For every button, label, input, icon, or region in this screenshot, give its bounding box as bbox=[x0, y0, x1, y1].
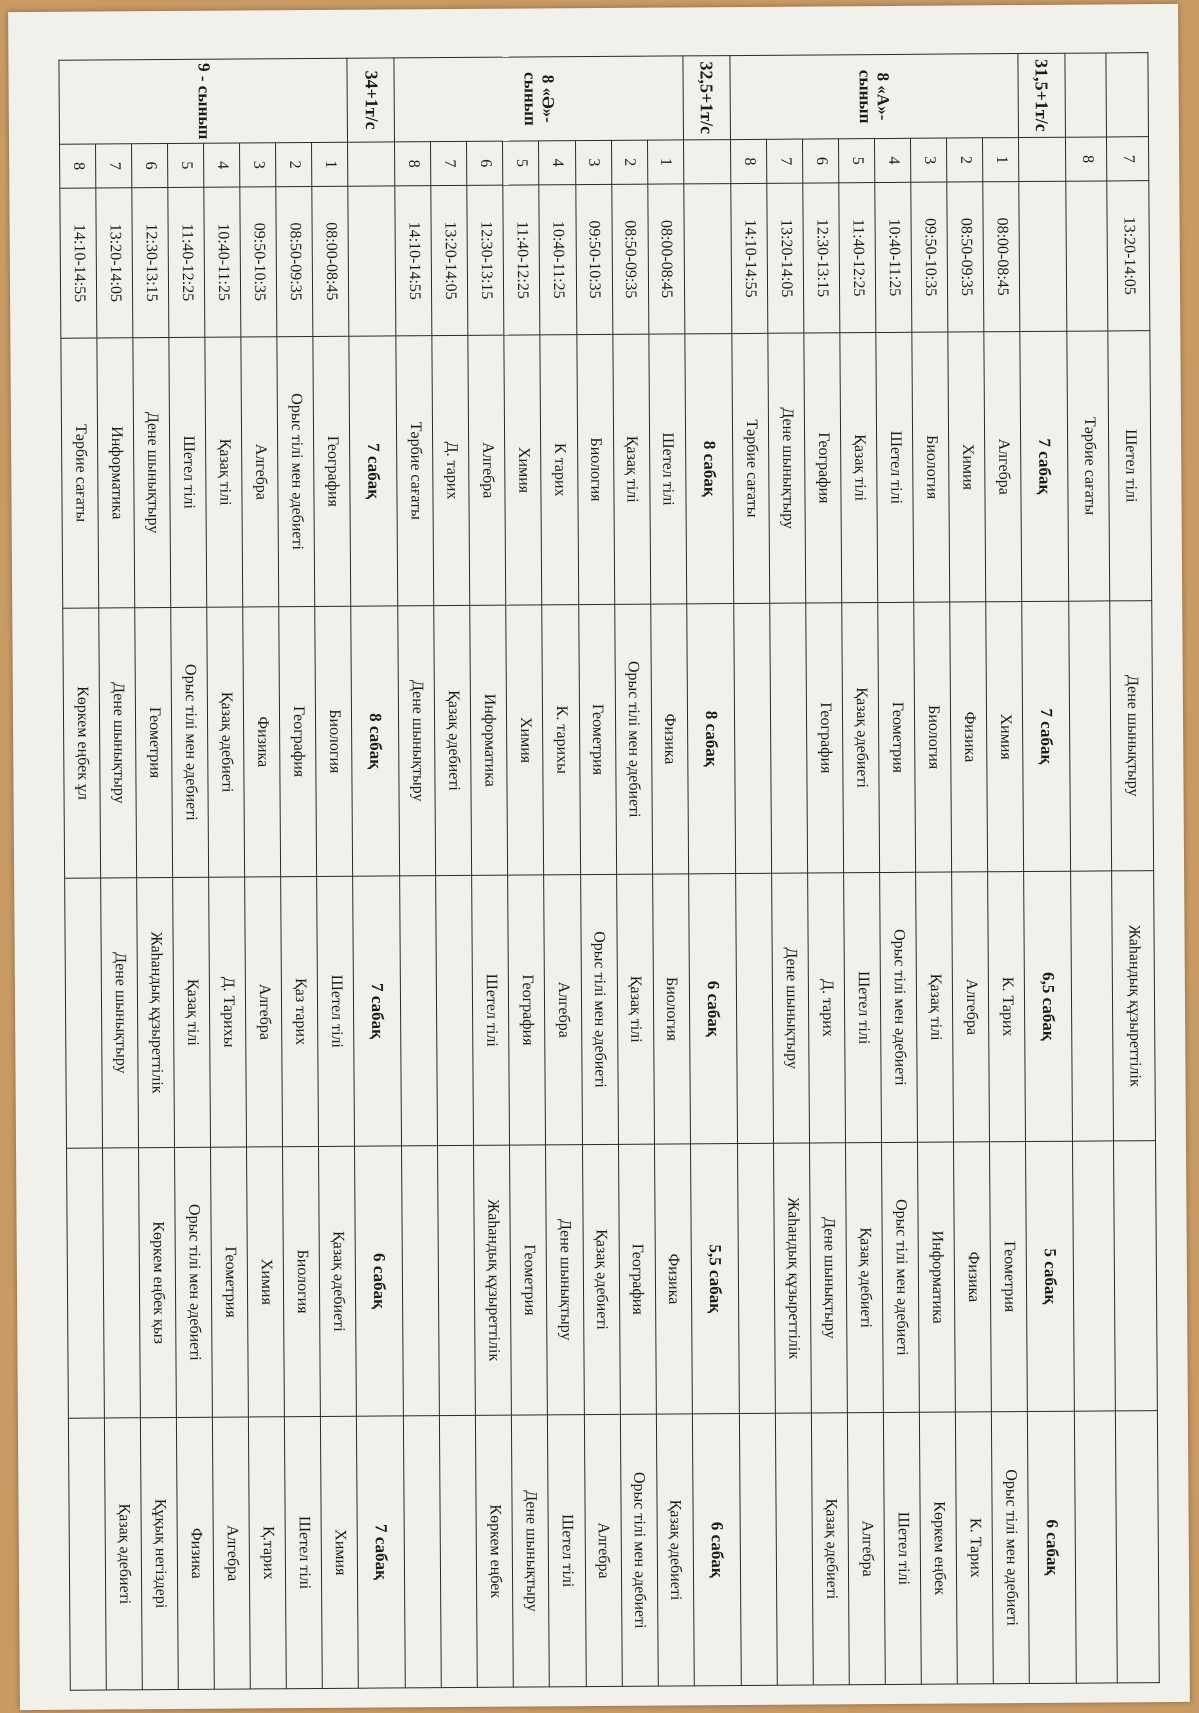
lesson-time: 10:40-11:25 bbox=[539, 185, 576, 335]
lesson-fri: Құқық негіздері bbox=[141, 1417, 179, 1689]
lesson-thu bbox=[103, 1148, 141, 1418]
lessons-count-wed: 6,5 сабақ bbox=[1023, 871, 1072, 1141]
lesson-tue: К. тарихы bbox=[542, 605, 580, 875]
lesson-mon: Шетел тілі bbox=[648, 334, 686, 604]
lesson-number: 2 bbox=[946, 138, 982, 182]
lesson-wed: Д. тарих bbox=[807, 873, 845, 1143]
lesson-mon: Қазақ тілі bbox=[612, 334, 650, 604]
lessons-count-tue: 8 сабақ bbox=[686, 604, 735, 874]
lesson-wed bbox=[400, 876, 438, 1146]
timetable bbox=[58, 52, 1159, 1691]
lesson-thu: Қазақ әдебиеті bbox=[319, 1146, 357, 1416]
lesson-fri: Алгебра bbox=[213, 1417, 251, 1689]
lesson-fri: Қазақ әдебиеті bbox=[811, 1413, 849, 1685]
lesson-number: 7 bbox=[1107, 137, 1149, 181]
lesson-mon: Қазақ тілі bbox=[205, 337, 243, 607]
empty-cell bbox=[1019, 181, 1067, 331]
lesson-number: 7 bbox=[766, 139, 802, 183]
lesson-mon: Биология bbox=[576, 334, 614, 604]
lesson-number: 8 bbox=[730, 139, 766, 183]
lesson-number: 4 bbox=[204, 143, 240, 187]
lesson-fri: Шетел тілі bbox=[548, 1415, 586, 1687]
lesson-number: 8 bbox=[60, 144, 97, 188]
lesson-wed: К. Тарих bbox=[987, 872, 1025, 1142]
lesson-wed: Алгебра bbox=[951, 872, 989, 1142]
lesson-number: 3 bbox=[575, 140, 611, 184]
lessons-count-thu: 5 сабақ bbox=[1025, 1141, 1074, 1411]
lesson-tue: География bbox=[279, 606, 317, 876]
lesson-fri: Химия bbox=[321, 1416, 359, 1688]
lesson-number: 1 bbox=[312, 142, 348, 186]
class-name: 8 «А»- сынып bbox=[730, 54, 1019, 140]
lessons-count-fri: 7 сабақ bbox=[357, 1416, 406, 1688]
lesson-time: 08:50-09:35 bbox=[276, 186, 313, 336]
lesson-mon: Шетел тілі bbox=[876, 332, 914, 602]
lesson-thu bbox=[67, 1148, 105, 1418]
lessons-count-mon: 7 сабақ bbox=[349, 336, 398, 606]
lesson-fri bbox=[440, 1415, 478, 1687]
lessons-count-thu: 6 сабақ bbox=[355, 1146, 404, 1416]
class-label-cell bbox=[1106, 53, 1148, 137]
lesson-mon: Тәрбие сағаты bbox=[732, 333, 770, 603]
lesson-mon: Тәрбие сағаты bbox=[396, 336, 434, 606]
class-hours-total: 31,5+1т/с bbox=[1018, 53, 1066, 137]
lesson-tue: Химия bbox=[506, 605, 544, 875]
class-hours-total: 32,5+1т/с bbox=[682, 56, 730, 140]
class-name: 9 - сынып bbox=[59, 58, 348, 144]
lesson-tue: Физика bbox=[650, 604, 688, 874]
lesson-thu: Физика bbox=[953, 1142, 991, 1412]
lesson-mon: Орыс тілі мен әдебиеті bbox=[277, 336, 315, 606]
lesson-tue: Информатика bbox=[470, 605, 508, 875]
lesson-time: 12:30-13:15 bbox=[132, 187, 169, 337]
lesson-time: 14:10-14:55 bbox=[395, 186, 432, 336]
lesson-fri bbox=[1074, 1411, 1117, 1683]
lesson-mon: Информатика bbox=[97, 338, 135, 608]
lesson-number: 1 bbox=[982, 138, 1018, 182]
lesson-time: 14:10-14:55 bbox=[730, 183, 767, 333]
lesson-tue: Геометрия bbox=[578, 604, 616, 874]
lesson-thu bbox=[737, 1143, 775, 1413]
lesson-thu: Химия bbox=[247, 1147, 285, 1417]
lessons-count-thu: 5,5 сабақ bbox=[690, 1144, 739, 1414]
lessons-count-fri: 6 сабақ bbox=[1027, 1411, 1076, 1683]
lesson-wed: Дене шынықтыру bbox=[771, 873, 809, 1143]
empty-cell bbox=[683, 140, 730, 184]
lesson-wed: Шетел тілі bbox=[317, 876, 355, 1146]
lesson-time: 10:40-11:25 bbox=[204, 187, 241, 337]
lessons-count-fri: 6 сабақ bbox=[692, 1414, 741, 1686]
paper-sheet bbox=[8, 4, 1190, 1710]
lessons-count-mon: 7 сабақ bbox=[1020, 331, 1069, 601]
lesson-time: 11:40-12:25 bbox=[839, 183, 876, 333]
lesson-time: 11:40-12:25 bbox=[503, 185, 540, 335]
lesson-number: 6 bbox=[467, 141, 503, 185]
lesson-thu: Физика bbox=[654, 1144, 692, 1414]
lesson-fri bbox=[1116, 1411, 1159, 1683]
lesson-mon: Шетел тілі bbox=[169, 337, 207, 607]
lesson-thu bbox=[1072, 1141, 1115, 1411]
lesson-number: 4 bbox=[874, 138, 910, 182]
lesson-mon: География bbox=[313, 336, 351, 606]
lesson-number: 3 bbox=[240, 143, 276, 187]
lesson-number: 3 bbox=[910, 138, 946, 182]
lesson-tue: Орыс тілі мен әдебиеті bbox=[171, 607, 209, 877]
lesson-thu: Дене шынықтыру bbox=[546, 1145, 584, 1415]
lesson-time: 08:00-08:45 bbox=[647, 184, 684, 334]
lesson-tue: Қазақ әдебиеті bbox=[841, 603, 879, 873]
lesson-fri: Физика bbox=[177, 1417, 215, 1689]
lesson-tue: Геометрия bbox=[877, 602, 915, 872]
lesson-time: 13:20-14:05 bbox=[1107, 181, 1150, 331]
lesson-time: 14:10-14:55 bbox=[60, 188, 97, 338]
lesson-fri: Дене шынықтыру bbox=[512, 1415, 550, 1687]
lesson-wed bbox=[436, 875, 474, 1145]
lesson-number: 8 bbox=[395, 142, 431, 186]
lesson-thu: Орыс тілі мен әдебиеті bbox=[881, 1142, 919, 1412]
lesson-tue: Физика bbox=[243, 607, 281, 877]
lesson-wed: Шетел тілі bbox=[472, 875, 510, 1145]
lesson-mon: Шетел тілі bbox=[1108, 331, 1151, 601]
lesson-thu: Жаһандық құзыреттілік bbox=[474, 1145, 512, 1415]
lesson-wed: Алгебра bbox=[245, 877, 283, 1147]
empty-cell bbox=[348, 186, 396, 336]
lesson-tue bbox=[769, 603, 807, 873]
lesson-number: 5 bbox=[503, 141, 539, 185]
lesson-time: 11:40-12:25 bbox=[168, 187, 205, 337]
lesson-time: 08:00-08:45 bbox=[312, 186, 349, 336]
lesson-fri: Қазақ әдебиеті bbox=[656, 1414, 694, 1686]
lesson-number: 6 bbox=[132, 143, 168, 187]
lesson-mon: Биология bbox=[912, 332, 950, 602]
lesson-time: 09:50-10:35 bbox=[575, 184, 612, 334]
lesson-mon: Дене шынықтыру bbox=[133, 337, 171, 607]
lesson-mon: Алгебра bbox=[241, 337, 279, 607]
lesson-fri: Қ.тарих bbox=[249, 1417, 287, 1689]
lesson-number: 7 bbox=[431, 141, 467, 185]
lesson-mon: Алгебра bbox=[468, 335, 506, 605]
class-name: 8 «Ә»- сынып bbox=[394, 56, 683, 142]
lesson-tue: Биология bbox=[913, 602, 951, 872]
lesson-number: 6 bbox=[802, 139, 838, 183]
lesson-fri bbox=[775, 1413, 813, 1685]
lesson-thu: Геометрия bbox=[211, 1147, 249, 1417]
lesson-wed: Жаһандық құзыреттілік bbox=[137, 877, 175, 1147]
empty-cell bbox=[1018, 137, 1065, 181]
lesson-tue: Геометрия bbox=[135, 607, 173, 877]
lesson-mon: Д. тарих bbox=[432, 335, 470, 605]
lesson-fri: Шетел тілі bbox=[285, 1416, 323, 1688]
lesson-time: 13:20-14:05 bbox=[96, 188, 133, 338]
lesson-time bbox=[1066, 181, 1109, 331]
lesson-tue: Химия bbox=[985, 602, 1023, 872]
lesson-number: 7 bbox=[96, 144, 132, 188]
lesson-wed: Қаз тарих bbox=[281, 876, 319, 1146]
lesson-time: 08:50-09:35 bbox=[611, 184, 648, 334]
lesson-fri: Алгебра bbox=[847, 1413, 885, 1685]
lesson-time: 12:30-13:15 bbox=[467, 185, 504, 335]
lesson-thu: Көркем еңбек қыз bbox=[139, 1147, 177, 1417]
lesson-mon: Дене шынықтыру bbox=[768, 333, 806, 603]
lesson-tue: Биология bbox=[315, 606, 353, 876]
lesson-mon: Тәрбие сағаты bbox=[61, 338, 99, 608]
lesson-fri: Көркем еңбек bbox=[919, 1412, 957, 1684]
empty-cell bbox=[683, 184, 731, 334]
lesson-thu: Орыс тілі мен әдебиеті bbox=[175, 1147, 213, 1417]
lesson-wed: Қазақ тілі bbox=[173, 877, 211, 1147]
lesson-fri: Шетел тілі bbox=[883, 1412, 921, 1684]
lesson-thu bbox=[402, 1146, 440, 1416]
lesson-thu: Жаһандық құзыреттілік bbox=[773, 1143, 811, 1413]
lesson-wed bbox=[65, 878, 103, 1148]
lesson-number: 4 bbox=[539, 141, 575, 185]
lesson-thu: Информатика bbox=[917, 1142, 955, 1412]
lesson-tue bbox=[733, 603, 771, 873]
lesson-fri bbox=[739, 1413, 777, 1685]
lesson-wed: Орыс тілі мен әдебиеті bbox=[580, 874, 618, 1144]
lesson-thu: Геометрия bbox=[989, 1142, 1027, 1412]
lesson-fri bbox=[404, 1416, 442, 1688]
lesson-fri: Орыс тілі мен әдебиеті bbox=[620, 1414, 658, 1686]
lesson-wed: Жаһандық құзыреттілік bbox=[1112, 871, 1155, 1141]
lesson-thu: Биология bbox=[283, 1146, 321, 1416]
lesson-time: 08:50-09:35 bbox=[947, 182, 984, 332]
lesson-time: 09:50-10:35 bbox=[911, 182, 948, 332]
lesson-tue: Физика bbox=[949, 602, 987, 872]
lesson-time: 13:20-14:05 bbox=[431, 185, 468, 335]
lesson-thu: Дене шынықтыру bbox=[809, 1143, 847, 1413]
lesson-wed: Алгебра bbox=[544, 875, 582, 1145]
lesson-mon: Қазақ тілі bbox=[840, 333, 878, 603]
lesson-fri: Алгебра bbox=[584, 1414, 622, 1686]
lesson-wed: Қазақ тілі bbox=[915, 872, 953, 1142]
lesson-time: 13:20-14:05 bbox=[766, 183, 803, 333]
lesson-tue bbox=[1069, 601, 1112, 871]
lesson-wed: Д. Тарихы bbox=[209, 877, 247, 1147]
lessons-count-wed: 7 сабақ bbox=[353, 876, 402, 1146]
lesson-time: 12:30-13:15 bbox=[802, 183, 839, 333]
empty-cell bbox=[348, 142, 395, 186]
lesson-time: 08:00-08:45 bbox=[983, 182, 1020, 332]
lesson-mon: К тарих bbox=[540, 335, 578, 605]
lesson-mon: Алгебра bbox=[984, 332, 1022, 602]
lesson-mon: Химия bbox=[504, 335, 542, 605]
lesson-time: 09:50-10:35 bbox=[240, 187, 277, 337]
lesson-wed bbox=[1070, 871, 1113, 1141]
lesson-tue: Қазақ әдебиеті bbox=[434, 605, 472, 875]
lesson-number: 8 bbox=[1065, 137, 1107, 181]
lesson-wed bbox=[735, 873, 773, 1143]
timetable-body bbox=[59, 53, 1159, 1691]
class-hours-total: 34+1т/с bbox=[347, 58, 395, 142]
lessons-count-mon: 8 сабақ bbox=[684, 334, 733, 604]
lesson-tue: Дене шынықтыру bbox=[398, 606, 436, 876]
lesson-wed: Шетел тілі bbox=[843, 873, 881, 1143]
lesson-wed: Дене шынықтыру bbox=[101, 878, 139, 1148]
lesson-mon: Тәрбие сағаты bbox=[1067, 331, 1110, 601]
lesson-wed: Қазақ тілі bbox=[616, 874, 654, 1144]
lesson-tue: Орыс тілі мен әдебиеті bbox=[614, 604, 652, 874]
lesson-number: 5 bbox=[838, 139, 874, 183]
lesson-thu: Қазақ әдебиеті bbox=[582, 1144, 620, 1414]
lesson-mon: Химия bbox=[948, 332, 986, 602]
lesson-fri: Қазақ әдебиеті bbox=[105, 1418, 143, 1690]
lesson-fri: К. Тарих bbox=[955, 1412, 993, 1684]
lessons-count-tue: 8 сабақ bbox=[351, 606, 400, 876]
lesson-time: 10:40-11:25 bbox=[875, 182, 912, 332]
lesson-mon: География bbox=[804, 333, 842, 603]
lesson-number: 5 bbox=[168, 143, 204, 187]
lesson-thu: География bbox=[618, 1144, 656, 1414]
lesson-tue: Көркем еңбек ұл bbox=[63, 608, 101, 878]
lesson-thu: Геометрия bbox=[510, 1145, 548, 1415]
lessons-count-wed: 6 сабақ bbox=[688, 874, 737, 1144]
lesson-wed: Орыс тілі мен әдебиеті bbox=[879, 872, 917, 1142]
class-label-cell bbox=[1065, 53, 1107, 137]
lesson-fri bbox=[68, 1418, 106, 1690]
lesson-tue: Дене шынықтыру bbox=[1110, 601, 1153, 871]
lesson-number: 1 bbox=[647, 140, 683, 184]
lesson-wed: Биология bbox=[652, 874, 690, 1144]
lesson-thu: Қазақ әдебиеті bbox=[845, 1143, 883, 1413]
lesson-fri: Орыс тілі мен әдебиеті bbox=[991, 1412, 1029, 1684]
lessons-count-tue: 7 сабақ bbox=[1022, 601, 1071, 871]
lesson-wed: География bbox=[508, 875, 546, 1145]
lesson-number: 2 bbox=[611, 140, 647, 184]
lesson-thu bbox=[438, 1145, 476, 1415]
lesson-tue: Қазақ әдебиеті bbox=[207, 607, 245, 877]
lesson-tue: Дене шынықтыру bbox=[99, 608, 137, 878]
lesson-tue: География bbox=[805, 603, 843, 873]
lesson-fri: Көркем еңбек bbox=[476, 1415, 514, 1687]
lesson-number: 2 bbox=[276, 142, 312, 186]
rotated-timetable bbox=[58, 52, 1159, 1690]
lesson-thu bbox=[1114, 1141, 1157, 1411]
